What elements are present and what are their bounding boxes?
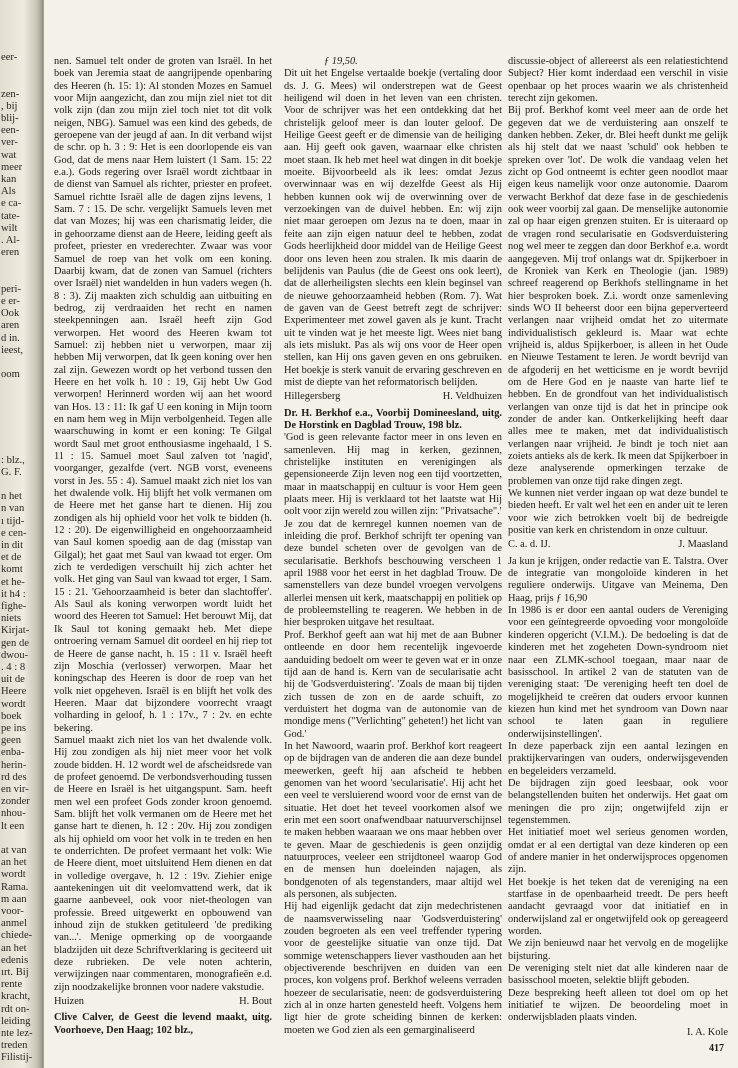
paragraph: De vereniging stelt niet dat alle kinderen naar de basisschool moeten, selektie blijft geboden. <box>508 963 728 987</box>
column-3-body <box>508 56 728 537</box>
column-3 <box>508 56 728 1043</box>
left-page-fragment: e ca- <box>1 198 22 210</box>
price-line: ƒ 19,50. <box>324 56 358 67</box>
left-page-fragment: eer- <box>1 52 18 63</box>
left-page-fragment: oom <box>1 369 20 381</box>
paragraph: Je zou dat de kernregel kunnen noemen van de inleiding die prof. Berkhof schrijft ter opening van deze bundel scheten over de gevolgen van de secularisatie. Berkhofs beschouwing verscheen 1 april 1988 voor het eerst in het dagblad Trouw. De samenstellers van deze bundel vroegen vervolgens allerlei mensen uit kerk, maatschappij en politiek op de probleemstelling te reageren. We hebben in de hier besproken uitgave het resultaat. <box>284 518 502 629</box>
left-page-fragment: et he- <box>1 576 25 588</box>
paragraph: nen. Samuel telt onder de groten van Israël. In het boek van Jeremia staat de aangrijpende openbaring des Heeren (h. 15: 1): Al stonden Mozes en Samuel voor Mijn aangezicht, dan zou mijn ziel niet tot dit volk zijn (dan zou mijn ziel toch niet tot dit volk neigen, NBG). Samuel was een kind des gebeds, de geroepene van der jeugd af aan. In dit verband wijst de schr. op h. 3 : 9: Het is een doorlopende eis van God, dat de mens naar Hem luistert (1 Sam. 15: 22 e.a.). Gods regering over Israël wordt zichtbaar in de dienst van Samuel als richter, priester en profeet. Samuel richtte Israël alle de dagen zijns levens, 1 Sam. 7 : 15. De schr. vergelijkt Samuels leven met dat van Mozes; hij was een charismatig leider, die in gehoorzame dienst aan de Heere, leiding geeft als profeet, priester en vrederechter. Zwaar was voor Samuel de roep van het volk om een koning. Daarbij kwam, dat de zonen van Samuel (richters over Israël) niet wandelden in hun vaders wegen (h. 8 : 3). Zij maakten zich schuldig aan uitbuiting en bedrog, zij verdraaiden het recht en namen steekpenningen aan. Israël heeft zijn God verworpen. Het woord des Heeren kwam tot Samuel: zij hebben niet u verworpen, maar zij hebben Mij verworpen, dat Ik geen koning over hen zal zijn. Gewezen wordt op het verbond tussen den Heere en het volk h. 10 : 19, Gij hebt Uw God verworpen! Herinnerd worden wij aan het woord van Hos. 13 : 11: Ik gaf U een koning in Mijn toorn en nam hem weg in Mijn verbolgenheid. Tegen alle waarschuwing in komt er een koning: Te Gilgal wordt Saul met groot enthousiasme ingehaald, 1 S. 11 : 15. Samuel moet Saul zalven tot 'nagid', voorganger, gezalfde (vert. NGB vorst, eveneens vorst in Jes. 55 : 4). Samuel maakt zich niet los van het dwalende volk. Hij blijft het volk vermanen om de Heere met het ganse hart te dienen. Hij zou zondigen als hij ophield voor het volk te bidden (h. 12 : 20). De eigenwilligheid en ongehoorzaamheid van Saul komen spoedig aan de dag (misstap van Gilgal); het gaat met Saul van kwaad tot erger. Om zich te verdedigen verschuilt hij zich achter het volk. Het ging van Saul van kwaad tot erger, 1 Sam. 15 : 21. 'Gehoorzaamheid is beter dan slachtoffer'. Als Saul als koning verworpen wordt luidt het woord des Heeren tot Samuel: Het berouwt Mij, dat Ik Saul tot koning gemaakt heb. Met diepe ontroering vernam Samuel dit oordeel en hij riep tot de Heere de ganse nacht, h. 15 : 11 v. Israël heeft zijn Moschia (verlosser) verworpen. Maar het koningschap des Heeren is door de roep van het volk niet opgeheven. Israël is en blijft het volk des Heeren. Maar dat bijzondere voorrecht vraagt volharding in geloof, h. 1 : 17v., 7 : 2v. en echte bekering. <box>54 56 272 734</box>
left-page-fragment: Rama. <box>1 881 29 893</box>
signature-place: Hillegersberg <box>284 391 341 403</box>
left-page-fragment: , bij <box>1 100 18 112</box>
left-page-fragment: at van <box>1 845 27 856</box>
left-page-fragment: m aan <box>1 893 27 905</box>
left-page-fragment: e cen- <box>1 527 27 539</box>
left-page-fragment: Kirjat- <box>1 625 30 637</box>
paragraph: Prof. Berkhof geeft aan wat hij met de aan Bubner ontleende en door hem recentelijk ingevoerde aanduiding bedoelt om weer te geven wat er in onze tijd aan de hand is. Kern van de secularisatie acht hij de 'Godsverduistering'. 'Zoals de maan bij tijden zich tussen de zon en de aarde schuift, zo verduistert het dogma van de autonomie van de mondige mens ("Verlichting" geheten!) het licht van God.' <box>284 629 502 740</box>
left-page-fragment: een- <box>1 125 20 137</box>
left-page-fragment: ver- <box>1 137 18 149</box>
left-page-fragment: an het <box>1 942 27 954</box>
left-page-fragment: gen de <box>1 637 29 649</box>
left-page-fragment: n het <box>1 491 22 503</box>
magazine-page <box>44 0 738 1068</box>
left-page-fragment: pe ins <box>1 723 27 734</box>
paragraph: We zijn benieuwd naar het vervolg en de mogelijke bijsturing. <box>508 938 728 962</box>
left-page-fragment: nte lez- <box>1 1028 33 1039</box>
left-page-fragment: an het <box>1 857 27 869</box>
column-1 <box>54 56 272 1037</box>
column-2 <box>284 56 502 1037</box>
left-page-fragment: anmel <box>1 918 27 930</box>
left-page-fragment: herin- <box>1 759 27 771</box>
left-page-fragment: Als <box>1 186 16 198</box>
left-page-fragment: kracht, <box>1 991 31 1003</box>
left-page-fragment: zen- <box>1 88 20 100</box>
left-page-fragment: n van <box>1 503 25 515</box>
left-page-fragment: meer <box>1 161 23 173</box>
review-heading-talstra: Ja kun je krijgen, onder redactie van E. Talstra. Over de integratie van mongoloïde kinderen in het reguliere onderwijs. Uitgave van Meinema, Den Haag, prijs ƒ 16,90 <box>508 555 728 604</box>
left-page-fragment: edenis <box>1 954 29 966</box>
left-page-fragment: blij- <box>1 113 19 124</box>
review-signature-bout <box>54 996 272 1008</box>
left-page-fragment: eren <box>1 247 20 259</box>
left-page-fragment: wilt <box>1 222 18 234</box>
left-page-fragment: it h4 : <box>1 588 26 600</box>
left-page-fragment: rdt on- <box>1 1003 30 1015</box>
left-page-fragment: en vir- <box>1 784 29 795</box>
paragraph: In 1986 is er door een aantal ouders de Vereniging voor een geïntegreerde opvoeding voor mongoloïde kinderen opgericht (V.I.M.). De bedoeling is dat de kinderen met het zogeheten Down-syndroom niet naar een ZLMK-school toegaan, maar naar de basisschool. In artikel 2 van de statuten van de vereniging staat: 'De vereniging heeft ten doel de mogelijkheid te creëren dat ouders ervoor kunnen kiezen hun kind met het syndroom van Down naar school te laten gaan in reguliere onderwijsinstellingen'. <box>508 605 728 740</box>
left-page-fragment: in dit <box>1 540 24 551</box>
left-page-fragment: . Al- <box>1 235 20 246</box>
left-page-fragment: d in. <box>1 332 20 344</box>
review-signature-maasland <box>508 539 728 551</box>
paragraph: 'God is geen relevante factor meer in ons leven en samenleven. Hij mag in kerken, gezinnen, christelijke instituten en verenigingen als gepensioneerde Zijn leven nog een tijd voortzetten, maar in maatschappij en cultuur is voor Hem geen plaats meer. Hij is verklaard tot het laatste wat Hij oolt voor zijn wereld zou willen zijn: "Privatsache".' <box>284 432 502 518</box>
left-page-fragment: wat <box>1 149 17 161</box>
left-page-fragment: enba- <box>1 747 25 759</box>
left-page-fragment: rd des <box>1 771 27 783</box>
left-page-fragment: G. F. <box>1 466 22 478</box>
left-page-fragment: boek <box>1 710 22 722</box>
left-page-fragment: ırt. Bij <box>1 967 29 978</box>
signature-name: I. A. Kole <box>687 1026 728 1038</box>
review-signature-veldhuizen <box>284 391 502 403</box>
column-3-review-body <box>508 605 728 1025</box>
left-page-fragment: fighe- <box>1 601 27 612</box>
left-page-fragment: : blz., <box>1 454 25 466</box>
left-page-fragment: tate- <box>1 210 20 222</box>
paragraph: Het initiatief moet wel serieus genomen worden, omdat er al een dertigtal van deze kinderen op een of andere manier in het onderwijsproces opgenomen zijn. <box>508 827 728 876</box>
left-page-fragment: lt een <box>1 820 25 832</box>
review-signature-kole <box>508 1027 728 1039</box>
left-page-fragment: e er- <box>1 296 20 307</box>
paragraph: Het boekje is het teken dat de vereniging na een startfase in de openbaarheid treedt. De pers heeft aandacht gevraagd voor dat initiatief en in onderwijsland zal er ongetwijfeld ook op gereageerd worden. <box>508 876 728 938</box>
left-page-fragment: wordt <box>1 869 26 881</box>
signature-place: Huizen <box>54 996 85 1008</box>
left-page-fragment: uit de <box>1 674 25 686</box>
left-page-fragment: Heere <box>1 686 27 698</box>
left-page-fragment: aren <box>1 320 20 332</box>
left-page-fragment: kan <box>1 174 17 185</box>
paragraph: We kunnen niet verder ingaan op wat deze bundel te bieden heeft. Er valt wel het een en ander uit te leren voor wie zich betrokken voelt bij de bedreigde positie van kerk en christendom in onze cultuur. <box>508 488 728 537</box>
left-page-fragment: nhou- <box>1 808 26 820</box>
left-page-fragment: rente <box>1 979 23 991</box>
paragraph: In het Nawoord, waarin prof. Berkhof kort reageert op de bijdragen van de anderen die aan deze bundel meewerken, geeft hij aan afscheid te hebben genomen van het woord 'secularisatie'. Hij acht het een veel te versluierend woord voor de ernst van de situatie. Het doet het teveel voorkomen alsof we erin met een soort onafwendbaar natuurverschijnsel te maken hebben waaraan we ons maar hebben over te geven. Maar de geschiedenis is geen onzijdig natuurproces, veeleer een strijdtoneel waarop God en de mensen hun doeleinden najagen, als bondgenoten of als tegenstanders, maar altijd wel als personen, als subjecten. <box>284 740 502 901</box>
paragraph: In deze paperback zijn een aantal lezingen en praktijkervaringen van ouders, onderwijsgevenden en begeleiders verzameld. <box>508 740 728 777</box>
review-title-berkhof: Dr. H. Berkhof e.a., Voorbij Domineesland, uitg. De Horstink en Dagblad Trouw, 198 blz. <box>284 407 502 431</box>
left-page-fragment: Ook <box>1 308 20 320</box>
left-page-fragment: geen <box>1 735 21 747</box>
left-page-fragment: et de <box>1 552 22 564</box>
left-page-fragment: chiede- <box>1 930 33 942</box>
paragraph: Samuel maakt zich niet los van het dwalende volk. Hij zou zondigen als hij niet meer voor het volk zoude bidden. H. 12 wordt wel de afscheidsrede van de profeet genoemd. De verbondsverhouding tussen de Heere en Israël is het uitgangspunt. Sam. heeft men wel een profeet Gods zonder kroon genoemd. Sam. blijft het volk vermanen om de Heere met het ganse hart te dienen, h. 12 : 20v. Hij zou zondigen als hij ophield om voor het volk in te treden en hen te onderrichten. De profeet vermaant het volk: Wie de Heere dient, moet uitsluitend Hem dienen en dat in volledige overgave, h. 12 : 19v. Ziehier enige aantekeningen uit dit veelomvattend werk, dat ik gaarne aanbeveel, ook voor niet-theologen van professie. Breed uitgewerkt en opbouwend van inhoud zijn de stukken getituleerd 'de prediking van...'. Menige opmerking op de voorgaande bladzijden uit deze Schriftverklaring is geciteerd uit deze rubrieken. De vele noten achterin, verwijzingen naar commentaren, monografieën e.d. zijn noodzakelijke bronnen voor nadere vakstudie. <box>54 734 272 993</box>
left-page-fragment: ı tijd- <box>1 515 25 527</box>
left-page-fragment: Filistij- <box>1 1052 33 1064</box>
left-page-fragment: . 4 : 8 <box>1 662 26 673</box>
left-page-fragment: wordt <box>1 698 26 710</box>
paragraph: Bij prof. Berkhof komt veel meer aan de orde het gegeven dat we de verduistering aan onszelf te danken hebben. Zeker, dr. Blei heeft dunkt me gelijk als hij stelt dat we naast 'schuld' ook hebben te spreken over 'lot'. De wolk die vandaag velen het zicht op God ontneemt is echter geen noodlot maar eigen keus namelijk voor onze autonomie. Daarom verwacht Berkhof dat deze fase in de geschiedenis ook weer voorbij zal gaan. De menselijke autonomie zal op haar eigen grenzen stuiten. Er is uiteraard op de vragen rond secularisatie en Godsverduistering nog wel meer te zeggen dan door Berkhof e.a. wordt aangegeven. Mij trof onlangs wat dr. Spijkerboer in de Kroniek van Kerk en Theologie (jan. 1989) schreef reagerend op Berkhofs stellingname in het hier besproken boek. Z.i. wordt onze samenleving sinds WO II beheerst door een bijna geperverteerd verlangen naar vrijheid omdat het zo uitermate individualistisch gekleurd is. Maar wat echte vrijheid is, aldus Spijkerboer, is alleen in het Oude en Nieuwe Testament te leren. Je wordt bevrijd van de afgoderij en het wetticisme en je wordt bevrijd om de Here God en je naaste van harte lief te hebben. En de grondfout van het individualistisch verlangen van onze tijd is dat het in principe ook zonder de ander kan. Ontkerkelijking heeft daar alles mee te maken, met dat individualistisch verlangen naar vrijheid. Je bindt je toch niet aan zoiets antieks als de kerk. Ik meen dat Spijkerboer in deze analyserende opmerkingen terzake de problemen van onze tijd rake dingen zegt. <box>508 105 728 487</box>
paragraph: Dit uit het Engelse vertaalde boekje (vertaling door ds. J. G. Mees) wil onderstrepen wat de Geest heiligend wil doen in het leven van een christen. Voor de schrijver was het een ontdekking dat het christelijk geloof meer is dan louter geloof. De Heilige Geest geeft er de dimensie van de heiliging aan. Hij geeft ook gaven, waarnaar elke christen moet staan. Ik heb met heel wat dingen in dit boekje moeite. Bijvoorbeeld als ik lees: omdat Jezus overwinnaar was en wij dezelfde Geest als Hij hebben kunnen ook wij de overwinning over de verzoekingen van de duivel hebben. En: wij zijn niet maar geroepen om Jezus na te doen, maar in feite aan zijn eigen natuur deel te hebben, zodat Gods heerlijkheid door middel van de Heilige Geest door ons leven heen zou stralen. Ik mis daarin de belijdenis van Paulus (die de Geest ons ook leert), dat de allerheiligsten slechts een klein beginsel van de nieuwe gehoorzaamheid hebben (Rom. 7). Wat de gaven van de Geest betreft zegt de schrijver: Experimenteer met zowel gaven als je kunt. Tracht uit te vinden wat je het meeste ligt. Wees niet bang als iets mislukt. Pas als wij ons voor de Heer open stellen, kan Hij ons gaven geven en ons gebruiken. Het boekje is sterk vanuit de ervaring geschreven en mist de diepte van het reformatorisch belijden. <box>284 68 502 388</box>
review-title-calver: Clive Calver, de Geest die levend maakt, uitg. Voorhoeve, Den Haag; 102 blz., <box>54 1012 272 1036</box>
paragraph: discussie-object of allereerst als een relatiestichtend Subject? Hier komt inderdaad een verschil in visie openbaar op het proces waarin we als christenheid terecht zijn gekomen. <box>508 56 728 105</box>
left-page-fragment: treden <box>1 1040 28 1052</box>
left-page-fragment: peri- <box>1 283 21 295</box>
left-page-fragment: ieest, <box>1 344 24 356</box>
column-1-body <box>54 56 272 994</box>
left-page-fragment: leiding <box>1 1015 31 1027</box>
left-page-fragment: zonder <box>1 796 30 808</box>
signature-name: H. Bout <box>239 996 272 1008</box>
signature-name: J. Maasland <box>678 539 728 551</box>
paragraph: Hij had eigenlijk gedacht dat zijn medechristenen de naamsverwisseling naar 'Godsverduistering' zouden begroeten als een veel treffender typering voor de geestelijke situatie van onze tijd. Dat sommige wetenschappers liever vasthouden aan het objectiverende beschrijven en duiden van een proces, kon volgens prof. Berkhof weleens verraden hoezeer de secularisatie, neen: de godsverduistering zich al in onze harten genesteld heeft. Volgens hem ligt hier de grote scheiding binnen de kerken: moeten we God zien als een gemarginaliseerd <box>284 901 502 1036</box>
signature-place: C. a. d. IJ. <box>508 539 551 551</box>
left-page-fragment: voor- <box>1 906 24 917</box>
column-2-review-body <box>284 432 502 1037</box>
left-page-fragment: dwou- <box>1 649 29 661</box>
left-page-edge <box>0 0 42 1068</box>
page-number: 417 <box>709 1043 724 1054</box>
left-page-fragment: niets <box>1 613 22 625</box>
signature-name: H. Veldhuizen <box>442 391 502 403</box>
left-page-fragment: komt <box>1 564 23 576</box>
column-2-body <box>284 68 502 389</box>
paragraph: De bijdragen zijn goed leesbaar, ook voor belangstellenden buiten het onderwijs. Het gaat om meningen die pro zijn; ongetwijfeld zijn er tegenstemmen. <box>508 777 728 826</box>
paragraph: Deze bespreking heeft alleen tot doel om op het initiatief te wijzen. De beoordeling moet in onderwijsbladen plaats vinden. <box>508 987 728 1024</box>
